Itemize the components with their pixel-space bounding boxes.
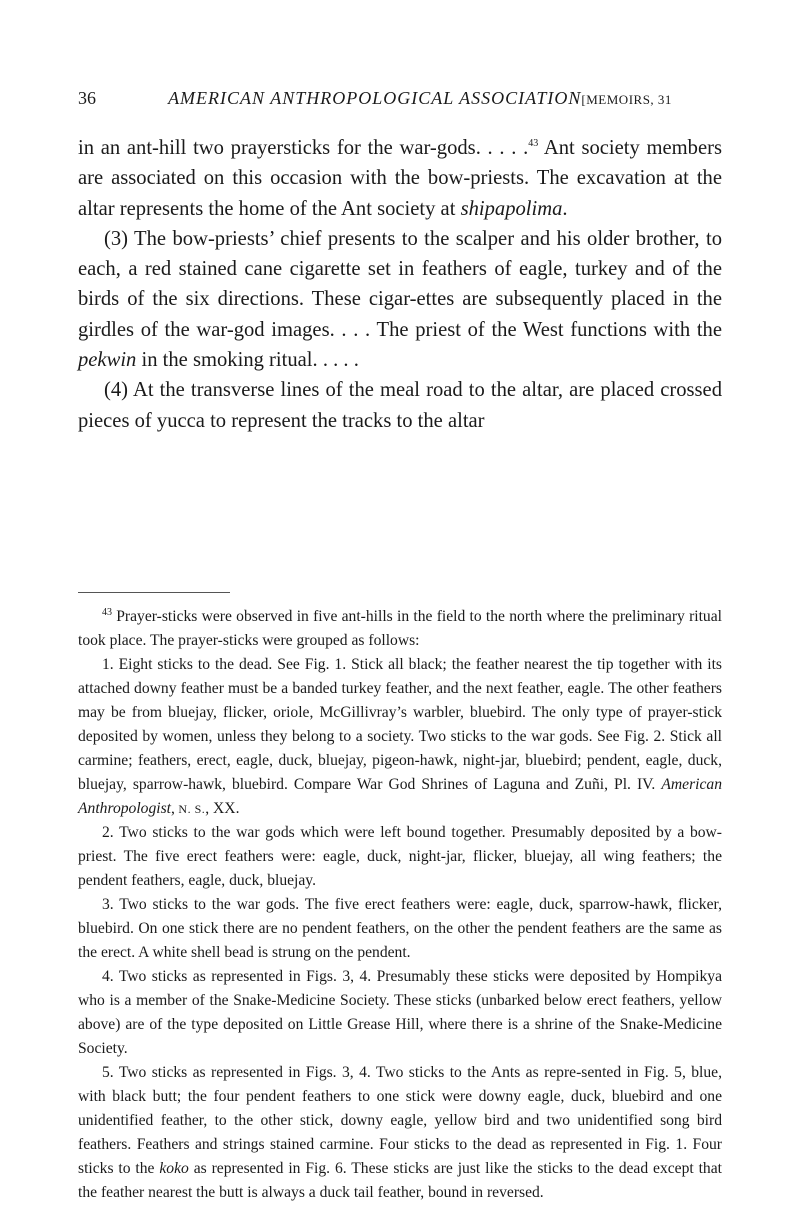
body-text — [78, 133, 722, 436]
paragraph-1 — [78, 133, 722, 224]
page-number: 36 — [78, 88, 96, 108]
footnote-number: 43 — [102, 606, 112, 618]
p1-text-a: in an ant-hill two prayersticks for the war-gods. . . . . — [78, 137, 529, 159]
item1-text-b: , XX. — [205, 800, 240, 817]
p1-text-b: Ant society members are associated on this occasion with the bow-priests. The excavation at the altar represents the home of the Ant society at — [78, 137, 722, 220]
footnote-item-5 — [78, 1061, 722, 1205]
journal-series: N. S. — [174, 802, 206, 816]
item5-text-b: as represented in Fig. 6. These sticks are just like the sticks to the dead except that the feather nearest the butt is always a duck tail feather, bound in reversed. — [78, 1160, 722, 1201]
footnote-item-4: 4. Two sticks as represented in Figs. 3, 4. Presumably these sticks were deposited by Hompikya who is a member of the Snake-Medicine Society. These sticks (unbarked below erect feathers, yellow above) are of the type deposited on Little Grease Hill, where there is a shrine of the Snake-Medicine Society. — [78, 968, 722, 1057]
series-label: [MEMOIRS, 31 — [581, 92, 672, 107]
p2-text-b: in the smoking ritual. . . . . — [136, 349, 359, 372]
item1-text-a: 1. Eight sticks to the dead. See Fig. 1. Stick all black; the feather nearest the tip together with its attached downy feather must be a banded turkey feather, and the next feather, eagle. The other feathers may be from bluejay, flicker, oriole, McGillivray’s warbler, bluebird. The only type of prayer-stick deposited by women, unless they belong to a society. Two sticks to the war gods. See Fig. 2. Stick all carmine; feathers, erect, eagle, duck, bluejay, pigeon-hawk, night-jar, bluebird; pendent, eagle, duck, bluejay, sparrow-hawk, bluebird. Compare War God Shrines of Laguna and Zuñi, Pl. IV. — [78, 656, 722, 793]
paragraph-2 — [78, 224, 722, 375]
term-shipapolima: shipapolima — [460, 197, 563, 220]
p2-text-a: (3) The bow-priests’ chief presents to the scalper and his older brother, to each, a red stained cane cigarette set in feathers of eagle, turkey and of the birds of the six directions. These cigar-ettes are subsequently placed in the girdles of the war-god images. . . . The priest of the West functions with the — [78, 227, 722, 341]
p1-text-c: . — [562, 197, 568, 220]
paragraph-3: (4) At the transverse lines of the meal road to the altar, are placed crossed pieces of yucca to represent the tracks to the altar — [78, 379, 722, 432]
footnote-item-2: 2. Two sticks to the war gods which were left bound together. Presumably deposited by a bow-priest. The five erect feathers were: eagle, duck, night-jar, flicker, bluejay, all wing feathers; the pendent feathers, eagle, duck, bluejay. — [78, 824, 722, 889]
running-title — [118, 88, 722, 109]
footnote-divider — [78, 592, 230, 593]
footnotes — [78, 605, 722, 1205]
footnote-43 — [78, 605, 722, 653]
footnote-intro: Prayer-sticks were observed in five ant-hills in the field to the north where the preliminary ritual took place. The prayer-sticks were grouped as follows: — [78, 608, 722, 649]
footnote-ref-43: 43 — [528, 138, 539, 150]
item5-text-a: 5. Two sticks as represented in Figs. 3, 4. Two sticks to the Ants as repre-sented in Fig. 5, blue, with black butt; the four pendent feathers to one stick were downy eagle, duck, bluebird and one unidentified feather, to the other stick, downy eagle, yellow bird and two unidentified song bird feathers. Feathers and strings stained carmine. Four sticks to the dead as represented in Fig. 1. Four sticks to the — [78, 1064, 722, 1177]
footnote-item-1: 1. Eight sticks to the dead. See Fig. 1. Stick all black; the feather nearest the tip together with its attached downy feather must be a banded turkey feather, and the next feather, eagle. The other feathers may be from bluejay, flicker, oriole, McGillivray’s warbler, bluebird. The only type of prayer-stick deposited by women, unless they belong to a society. Two sticks to the war gods. See Fig. 2. Stick all carmine; feathers, erect, eagle, duck, bluejay, pigeon-hawk, night-jar, bluebird; pendent, eagle, duck, bluejay, sparrow-hawk, bluebird. Compare War God Shrines of Laguna and Zuñi, Pl. IV. American Anthropologist, N. S., XX. — [78, 656, 722, 817]
journal-title: American Anthropologist — [78, 776, 722, 817]
page-header — [78, 88, 722, 109]
running-title-text: AMERICAN ANTHROPOLOGICAL ASSOCIATION — [168, 88, 582, 108]
term-koko: koko — [159, 1160, 189, 1177]
term-pekwin: pekwin — [78, 349, 137, 372]
footnote-item-3: 3. Two sticks to the war gods. The five erect feathers were: eagle, duck, sparrow-hawk, flicker, bluebird. On one stick there are no pendent feathers, on the other the pendent feathers are the same as the erect. A white shell bead is strung on the pendent. — [78, 896, 722, 961]
